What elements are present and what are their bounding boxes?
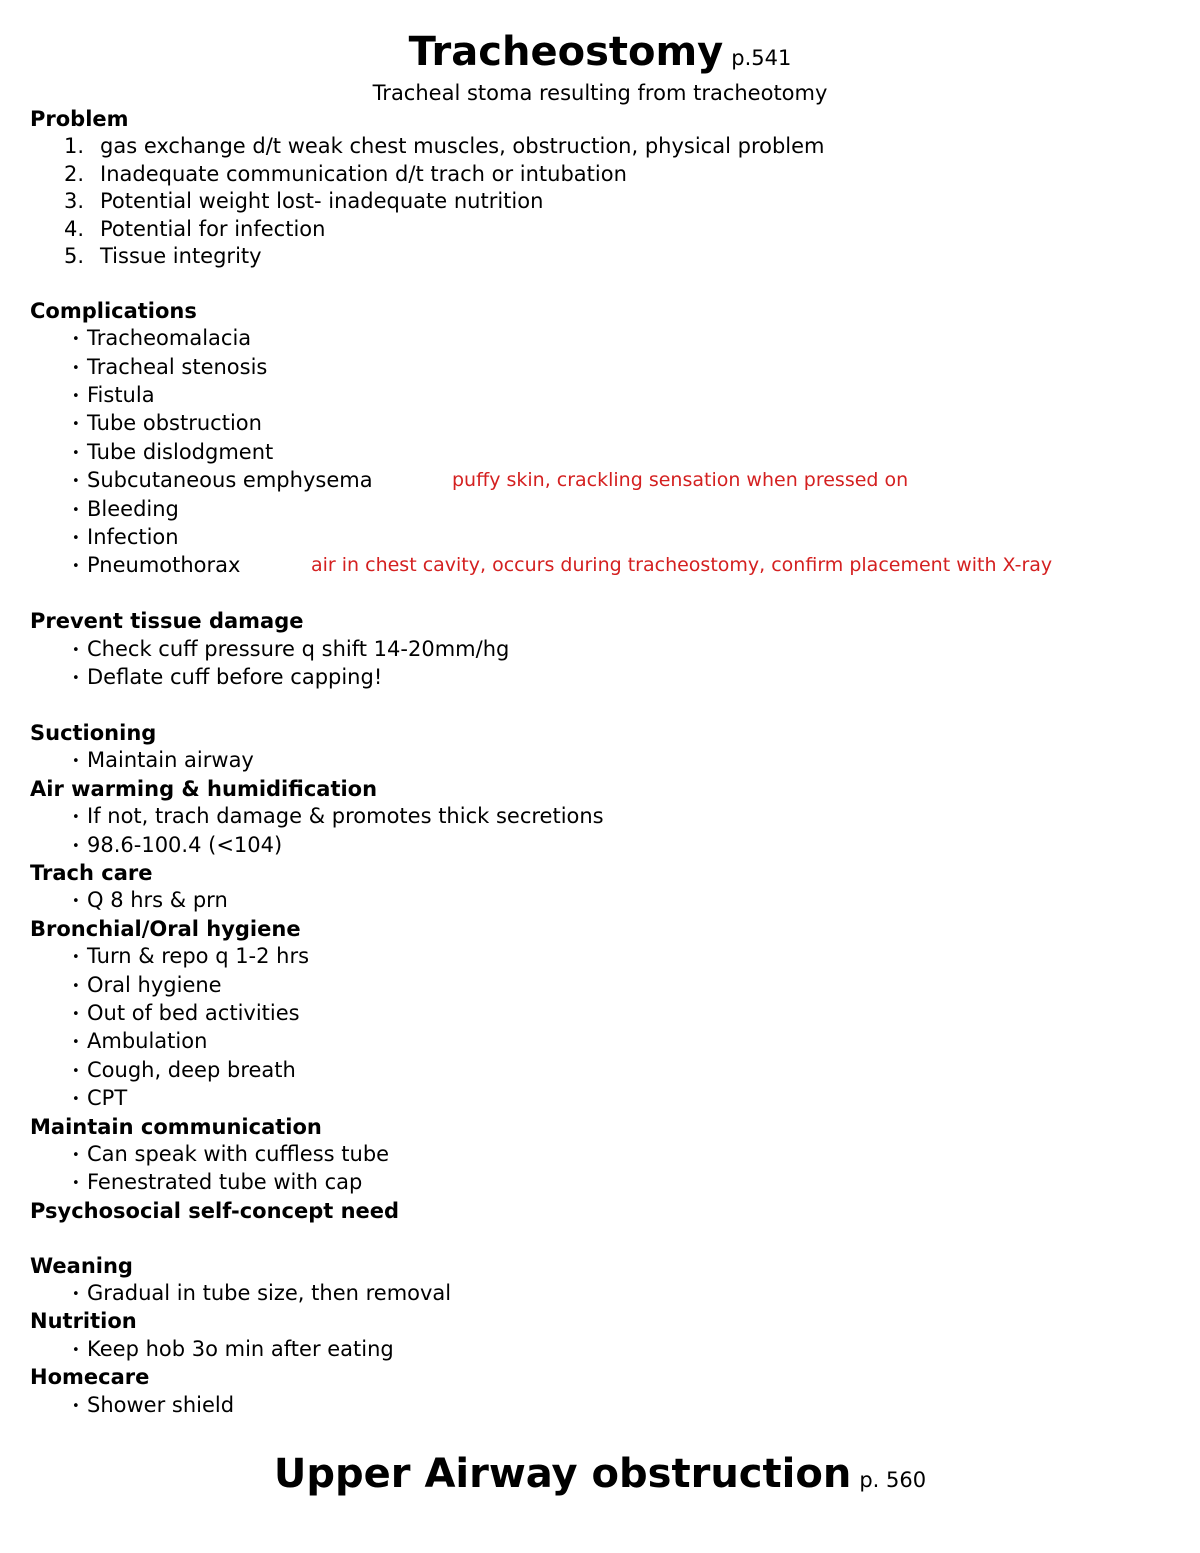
item-text: Check cuff pressure q shift 14-20mm/hg [87,636,510,661]
item-text: Tissue integrity [100,244,262,269]
annotation-note: puffy skin, crackling sensation when pressed on [452,469,909,492]
item-text: Fenestrated tube with cap [87,1170,363,1195]
second-title-line [0,1448,1200,1508]
item-text: If not, trach damage & promotes thick secretions [87,804,604,829]
bullet-dot-icon: • [72,445,80,461]
bullet-item [30,1085,1190,1113]
spacer [30,581,1190,608]
bullet-dot-icon: • [72,332,80,348]
item-text: Q 8 hrs & prn [87,888,228,913]
section-heading-trach-care: Trach care [30,860,153,885]
bullet-dot-icon: • [72,754,80,770]
item-text: Cough, deep breath [87,1057,296,1082]
bullet-item [30,1141,1190,1169]
section-heading-weaning: Weaning [30,1253,133,1278]
bullet-dot-icon: • [72,474,80,490]
bullet-item [30,1169,1190,1197]
item-text: Maintain airway [87,748,254,773]
page-subtitle: Tracheal stoma resulting from tracheotomy [372,81,828,105]
item-text: Oral hygiene [87,972,222,997]
bullet-dot-icon: • [72,360,80,376]
section-title-upper-airway: Upper Airway obstruction [273,1451,852,1497]
notes-content [30,106,1190,1420]
bullet-item [30,664,1190,692]
item-number: 3. [64,189,85,214]
section-heading-prevent: Prevent tissue damage [30,609,304,634]
item-text: Tube dislodgment [87,439,274,464]
item-text: Fistula [87,383,155,408]
bullet-item [30,1392,1190,1420]
bullet-item [30,325,1190,353]
item-text: gas exchange d/t weak chest muscles, obstruction, physical problem [100,134,825,159]
bullet-item [30,439,1190,467]
bullet-item [30,803,1190,831]
item-text: Out of bed activities [87,1000,300,1025]
numbered-item [30,133,1190,160]
bullet-item [30,354,1190,382]
bullet-dot-icon: • [72,642,80,658]
bullet-item [30,1280,1190,1308]
item-text: Potential for infection [100,216,326,241]
item-text: CPT [87,1086,128,1111]
section-heading-hygiene: Bronchial/Oral hygiene [30,916,301,941]
item-text: Bleeding [87,496,179,521]
spacer [30,270,1190,297]
item-text: Tracheomalacia [87,326,252,351]
bullet-item [30,524,1190,552]
bullet-item [30,1000,1190,1028]
bullet-dot-icon: • [72,1398,80,1414]
bullet-dot-icon: • [72,417,80,433]
bullet-item [30,972,1190,1000]
bullet-item [30,1057,1190,1085]
bullet-item [30,410,1190,438]
item-text: Can speak with cuffless tube [87,1141,390,1166]
bullet-dot-icon: • [72,810,80,826]
section-heading-nutrition: Nutrition [30,1309,137,1334]
annotation-note: air in chest cavity, occurs during tracheostomy, confirm placement with X-ray [311,554,1053,577]
item-text: Gradual in tube size, then removal [87,1281,452,1305]
bullet-dot-icon: • [72,531,80,547]
item-text: Pneumothorax [87,553,241,578]
spacer [30,693,1190,720]
item-text: Tracheal stenosis [87,354,268,379]
bullet-dot-icon: • [72,1035,80,1051]
bullet-dot-icon: • [72,1287,80,1302]
item-text: Infection [87,525,179,550]
item-text: 98.6-100.4 (<104) [87,832,283,857]
bullet-dot-icon: • [72,978,80,994]
bullet-dot-icon: • [72,1147,80,1163]
bullet-item [30,382,1190,410]
item-text: Ambulation [87,1029,208,1054]
bullet-item [30,943,1190,971]
section-heading-complications: Complications [30,298,197,323]
bullet-item [30,552,1190,580]
numbered-item [30,188,1190,215]
item-number: 2. [64,161,85,186]
bullet-dot-icon: • [72,559,80,575]
bullet-item [30,747,1190,775]
bullet-dot-icon: • [72,1006,80,1022]
page-reference: p. 560 [859,1468,927,1492]
title-line [0,28,1200,84]
bullet-dot-icon: • [72,894,80,910]
bullet-dot-icon: • [72,1092,80,1108]
page-reference: p.541 [731,46,792,70]
spacer [30,1225,1190,1252]
numbered-item [30,243,1190,270]
bullet-dot-icon: • [72,1342,80,1358]
section-heading-suctioning: Suctioning [30,720,157,745]
section-heading-homecare: Homecare [30,1365,150,1390]
item-number: 4. [64,216,85,241]
page-title: Tracheostomy [408,29,724,75]
item-text: Inadequate communication d/t trach or intubation [100,161,627,186]
item-text: Tube obstruction [87,411,262,436]
bullet-item [30,887,1190,915]
bullet-item [30,1336,1190,1364]
bullet-item [30,636,1190,664]
bullet-dot-icon: • [72,389,80,405]
numbered-item [30,161,1190,188]
section-heading-air-warming: Air warming & humidification [30,776,378,801]
section-heading-communication: Maintain communication [30,1114,322,1139]
bullet-item [30,1028,1190,1056]
section-heading-problem: Problem [30,107,129,131]
bullet-dot-icon: • [72,838,80,854]
bullet-item [30,467,1190,495]
item-text: Deflate cuff before capping! [87,665,383,690]
item-text: Subcutaneous emphysema [87,468,373,493]
section-heading-psychosocial: Psychosocial self-concept need [30,1198,400,1223]
item-text: Shower shield [87,1392,235,1417]
item-text: Keep hob 3o min after eating [87,1336,394,1361]
item-number: 1. [64,134,85,159]
numbered-item [30,216,1190,243]
bullet-dot-icon: • [72,502,80,518]
bullet-dot-icon: • [72,1176,80,1192]
item-text: Turn & repo q 1-2 hrs [87,944,310,969]
bullet-dot-icon: • [72,671,80,687]
bullet-dot-icon: • [72,1063,80,1079]
bullet-item [30,496,1190,524]
item-number: 5. [64,244,85,269]
bullet-dot-icon: • [72,950,80,966]
item-text: Potential weight lost- inadequate nutrition [100,189,544,214]
bullet-item [30,832,1190,860]
